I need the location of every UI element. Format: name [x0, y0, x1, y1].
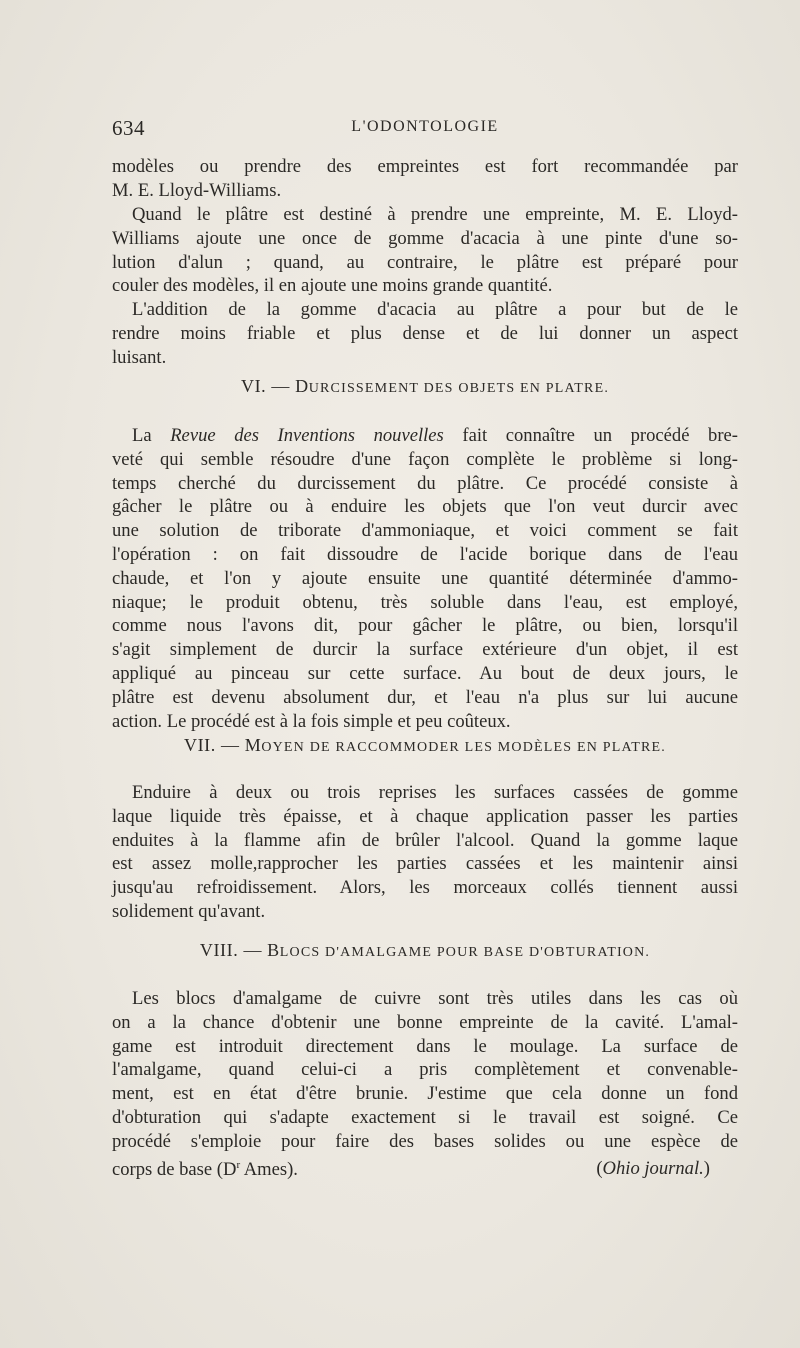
text-line: chaude, et l'on y ajoute ensuite une quantité déterminée d'ammo-	[112, 567, 738, 589]
text-line: plâtre est devenu absolument dur, et l'eau n'a plus sur lui aucune	[112, 686, 738, 708]
section-number: VIII.	[199, 940, 239, 960]
section-title-initial: B	[267, 940, 280, 960]
page-number: 634	[112, 116, 145, 140]
text-line: d'obturation qui s'adapte exactement si le travail est soigné. Ce	[112, 1106, 738, 1128]
text-line: appliqué au pinceau sur cette surface. Au bout de deux jours, le	[112, 662, 738, 684]
text-line: M. E. Lloyd-Williams.	[112, 179, 282, 201]
text-line: comme nous l'avons dit, pour gâcher le plâtre, ou bien, lorsqu'il	[112, 615, 738, 637]
section-title-rest: URCISSEMENT DES OBJETS EN PLATRE.	[308, 381, 610, 396]
paragraph-addition-gomme	[112, 298, 738, 369]
text-line: veté qui semble résoudre d'une façon complète le problème si long-	[112, 448, 738, 470]
text-line: lution d'alun ; quand, au contraire, le plâtre est préparé pour	[112, 251, 738, 273]
text-line: action. Le procédé est à la fois simple et peu coûteux.	[112, 710, 511, 732]
text-line: Williams ajoute une once de gomme d'acacia à une pinte d'une so-	[112, 227, 738, 249]
section-title-initial: D	[295, 376, 309, 396]
text-fragment: corps de base (D	[112, 1158, 237, 1180]
text-line: Quand le plâtre est destiné à prendre une empreinte, M. E. Lloyd-	[132, 204, 738, 225]
page-header	[112, 116, 738, 142]
paragraph-amalgame	[112, 987, 738, 1182]
text-fragment: La	[132, 425, 152, 446]
section-title-rest: LOCS D'AMALGAME POUR BASE D'OBTURATION.	[279, 945, 651, 960]
journal-title: Revue des Inventions nouvelles	[170, 425, 444, 446]
paragraph-platre-empreinte	[112, 203, 738, 298]
text-line: modèles ou prendre des empreintes est fort recommandée par	[112, 156, 738, 177]
text-line: Les blocs d'amalgame de cuivre sont très utiles dans les cas où	[132, 988, 738, 1009]
text-line: Enduire à deux ou trois reprises les surfaces cassées de gomme	[132, 782, 738, 803]
text-fragment: Ames).	[240, 1158, 298, 1180]
text-line: l'amalgame, quand celui-ci a pris complètement et convenable-	[112, 1059, 738, 1081]
text-line: luisant.	[112, 346, 167, 368]
text-line: L'addition de la gomme d'acacia au plâtre a pour but de le	[132, 299, 738, 320]
text-line: est assez molle,rapprocher les parties cassées et les maintenir ainsi	[112, 853, 738, 875]
section-dash: —	[220, 735, 240, 755]
text-line: procédé s'emploie pour faire des bases solides ou une espèce de	[112, 1130, 738, 1152]
text-line: enduites à la flamme afin de brûler l'alcool. Quand la gomme laque	[112, 829, 738, 851]
section-dash: —	[271, 376, 290, 396]
section-number: VI.	[240, 376, 267, 396]
section-title-rest: OYEN DE RACCOMMODER LES MODÈLES EN PLATRE.	[261, 740, 666, 755]
running-title: L'ODONTOLOGIE	[351, 118, 499, 135]
section-heading-vi	[112, 376, 738, 397]
paragraph-raccommoder	[112, 781, 738, 924]
text-line: laque liquide très épaisse, et à chaque application passer les parties	[112, 805, 738, 827]
source-title: Ohio journal.	[602, 1158, 704, 1179]
text-line	[112, 424, 738, 448]
text-line: temps cherché du durcissement du plâtre. Ce procédé consiste à	[112, 472, 738, 494]
text-fragment: fait connaître un procédé bre-	[462, 425, 738, 446]
text-line: une solution de triborate d'ammoniaque, et voici comment se fait	[112, 520, 738, 542]
section-number: VII.	[183, 735, 216, 755]
text-line: ment, est en état d'être brunie. J'estime que cela donne un fond	[112, 1083, 738, 1105]
paragraph-durcissement	[112, 424, 738, 733]
text-line: rendre moins friable et plus dense et de lui donner un aspect	[112, 322, 738, 344]
text-line: couler des modèles, il en ajoute une moins grande quantité.	[112, 275, 553, 297]
section-title-initial: M	[244, 735, 262, 755]
source-attribution: (Ohio journal.)	[596, 1158, 710, 1179]
text-line: s'agit simplement de durcir la surface extérieure d'un objet, il est	[112, 639, 738, 661]
section-heading-vii	[112, 735, 738, 756]
text-line: game est introduit directement dans le moulage. La surface de	[112, 1035, 738, 1057]
text-line: gâcher le plâtre ou à enduire les objets que l'on veut durcir avec	[112, 496, 738, 518]
intro-paragraph	[112, 155, 738, 203]
superscript: r	[236, 1158, 241, 1171]
section-heading-viii	[112, 940, 738, 961]
text-line: on a la chance d'obtenir une bonne empreinte de la cavité. L'amal-	[112, 1011, 738, 1033]
text-line: solidement qu'avant.	[112, 900, 266, 922]
text-line: niaque; le produit obtenu, très soluble dans l'eau, est employé,	[112, 591, 738, 613]
text-line: jusqu'au refroidissement. Alors, les morceaux collés tiennent aussi	[112, 877, 738, 899]
text-line: l'opération : on fait dissoudre de l'acide borique dans de l'eau	[112, 543, 738, 565]
section-dash: —	[243, 940, 263, 960]
